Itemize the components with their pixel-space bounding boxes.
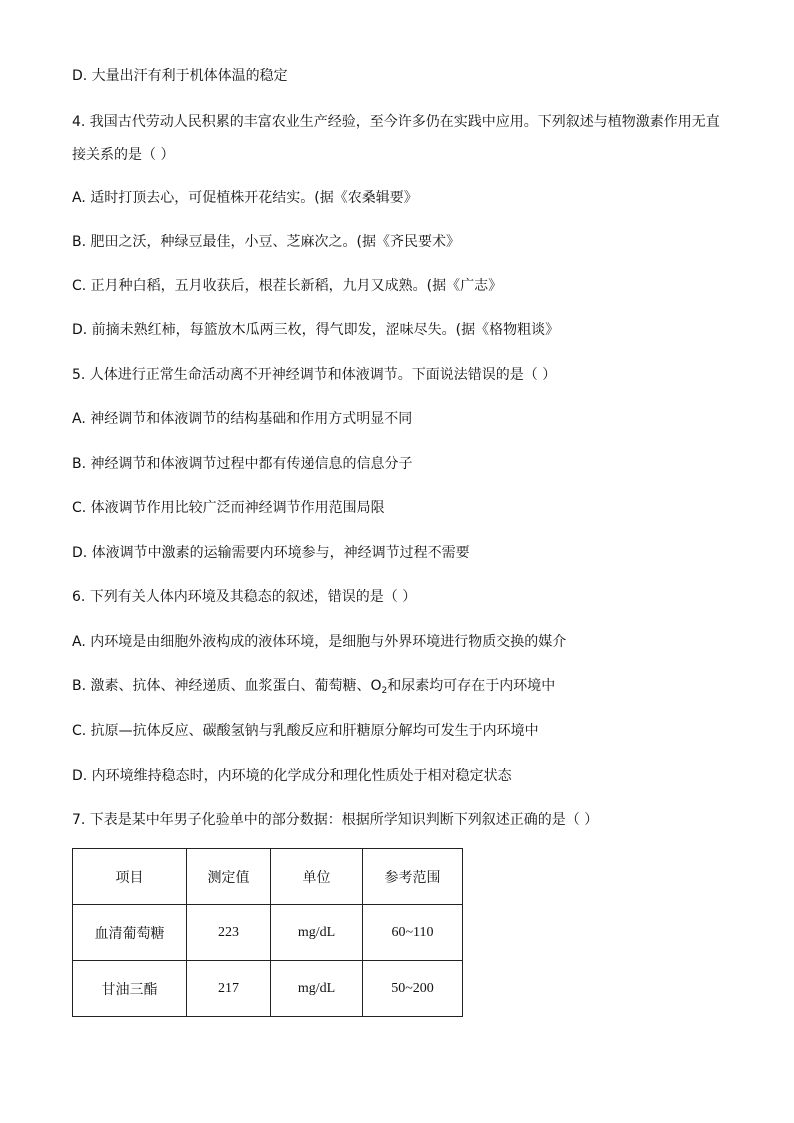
q6-stem: 6. 下列有关人体内环境及其稳态的叙述，错误的是（ ） bbox=[72, 589, 417, 605]
q7-stem: 7. 下表是某中年男子化验单中的部分数据：根据所学知识判断下列叙述正确的是（ ） bbox=[72, 812, 599, 828]
table-cell-unit: mg/dL bbox=[271, 905, 363, 961]
table-row bbox=[73, 905, 463, 961]
q6-option-c: C. 抗原—抗体反应、碳酸氢钠与乳酸反应和肝糖原分解均可发生于内环境中 bbox=[72, 723, 539, 739]
q3-option-d: D. 大量出汗有利于机体体温的稳定 bbox=[72, 68, 288, 84]
table-cell-item: 血清葡萄糖 bbox=[73, 905, 187, 961]
q6-option-a: A. 内环境是由细胞外液构成的液体环境，是细胞与外界环境进行物质交换的媒介 bbox=[72, 634, 567, 650]
q4-option-c: C. 正月种白稻，五月收获后，根茬长新稻，九月又成熟。(据《广志》 bbox=[72, 278, 503, 294]
table-cell-range: 50~200 bbox=[363, 961, 463, 1017]
table-cell-unit: mg/dL bbox=[271, 961, 363, 1017]
q6-option-b bbox=[72, 676, 555, 696]
q6-option-b-text-end: 和尿素均可存在于内环境中 bbox=[387, 678, 556, 694]
q6-option-b-subscript: 2 bbox=[381, 686, 388, 696]
q6-option-d: D. 内环境维持稳态时，内环境的化学成分和理化性质处于相对稳定状态 bbox=[72, 768, 512, 784]
q4-option-a: A. 适时打顶去心，可促植株开花结实。(据《农桑辑要》 bbox=[72, 190, 418, 206]
q5-option-c: C. 体液调节作用比较广泛而神经调节作用范围局限 bbox=[72, 500, 385, 516]
table-header-cell: 参考范围 bbox=[363, 849, 463, 905]
q4-option-b: B. 肥田之沃，种绿豆最佳，小豆、芝麻次之。(据《齐民要术》 bbox=[72, 234, 460, 250]
lab-results-table bbox=[72, 848, 463, 1017]
table-row bbox=[73, 961, 463, 1017]
table-cell-value: 217 bbox=[187, 961, 271, 1017]
table-header-cell: 测定值 bbox=[187, 849, 271, 905]
table-header-cell: 单位 bbox=[271, 849, 363, 905]
table-header-cell: 项目 bbox=[73, 849, 187, 905]
table-cell-item: 甘油三酯 bbox=[73, 961, 187, 1017]
q4-stem: 4. 我国古代劳动人民积累的丰富农业生产经验，至今许多仍在实践中应用。下列叙述与植物激素作用无直接关系的是（ ） bbox=[72, 114, 720, 163]
q4-option-d: D. 前摘未熟红柿，每篮放木瓜两三枚，得气即发，涩味尽失。(据《格物粗谈》 bbox=[72, 322, 560, 338]
table-cell-range: 60~110 bbox=[363, 905, 463, 961]
q5-option-d: D. 体液调节中激素的运输需要内环境参与，神经调节过程不需要 bbox=[72, 545, 470, 561]
q6-option-b-text: B. 激素、抗体、神经递质、血浆蛋白、葡萄糖、O bbox=[72, 678, 382, 694]
q5-stem: 5. 人体进行正常生命活动离不开神经调节和体液调节。下面说法错误的是（ ） bbox=[72, 367, 557, 383]
table-cell-value: 223 bbox=[187, 905, 271, 961]
q5-option-a: A. 神经调节和体液调节的结构基础和作用方式明显不同 bbox=[72, 411, 413, 427]
table-header-row bbox=[73, 849, 463, 905]
q5-option-b: B. 神经调节和体液调节过程中都有传递信息的信息分子 bbox=[72, 456, 413, 472]
